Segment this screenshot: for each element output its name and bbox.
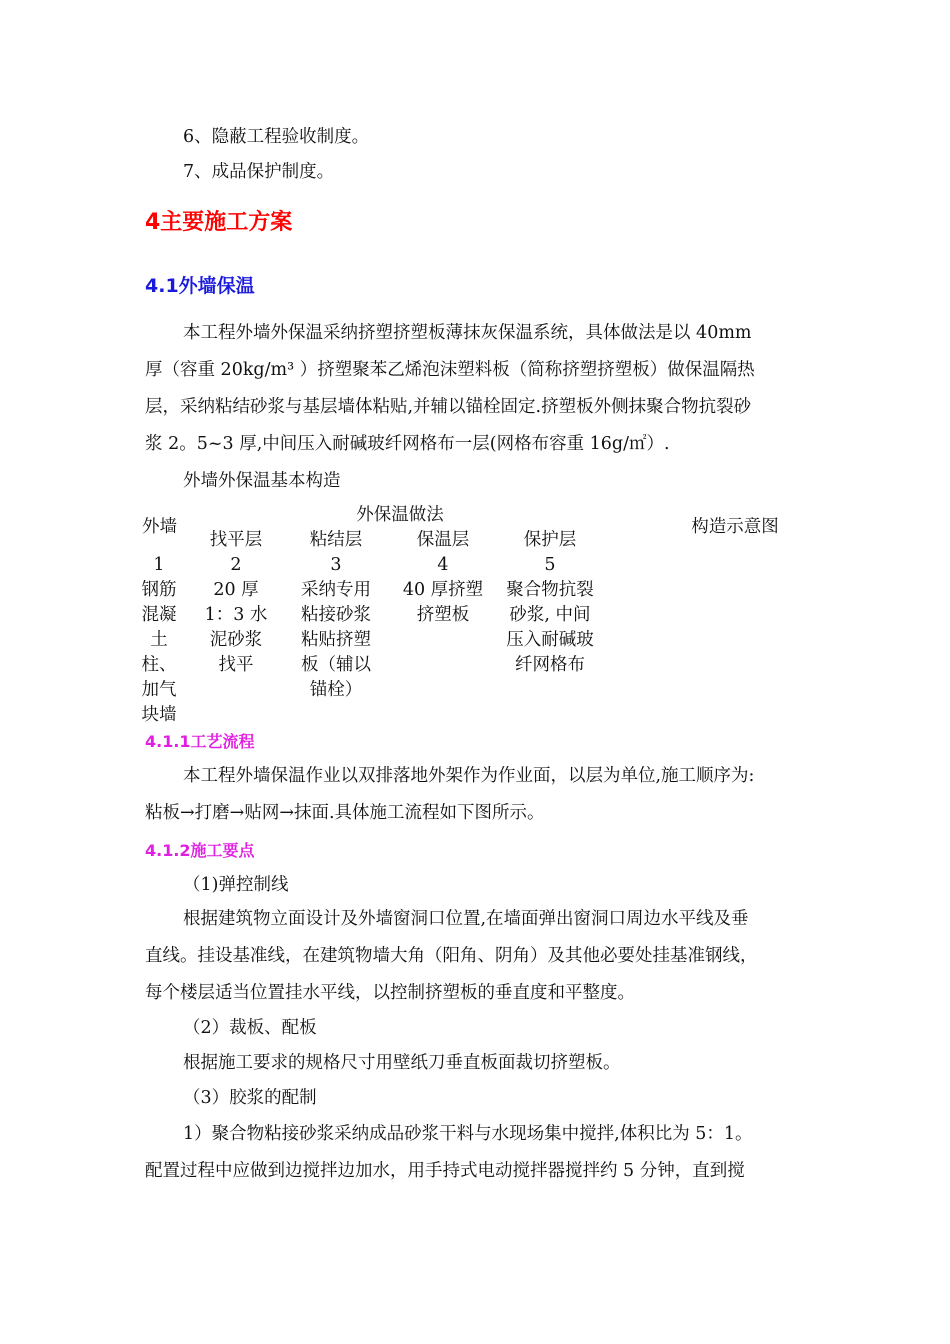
table-header-diagram: 构造示意图 — [691, 517, 779, 537]
list-item-7: 7、成品保护制度。 — [183, 162, 335, 182]
paragraph-line: 每个楼层适当位置挂水平线，以控制挤塑板的垂直度和平整度。 — [145, 983, 635, 1003]
section-heading-4-1: 4.1外墙保温 — [145, 275, 255, 297]
table-number: 3 — [330, 555, 342, 575]
table-header-wall: 外墙 — [142, 517, 177, 537]
table-cell-leveling: 20 厚 1：3 水 泥砂浆 找平 — [204, 580, 268, 675]
paragraph-line: 粘板→打磨→贴网→抹面.具体施工流程如下图所示。 — [145, 803, 545, 823]
table-header-bonding: 粘结层 — [309, 530, 363, 550]
table-group-header: 外保温做法 — [356, 505, 444, 525]
table-cell-wall: 钢筋 混凝 土 柱、 加气 块墙 — [141, 580, 177, 725]
table-cell-insulation: 40 厚挤塑 挤塑板 — [402, 580, 484, 625]
table-cell-protection: 聚合物抗裂 砂浆, 中间 压入耐碱玻 纤网格布 — [506, 580, 594, 675]
paragraph-line: 根据建筑物立面设计及外墙窗洞口位置,在墙面弹出窗洞口周边水平线及垂 — [183, 909, 749, 929]
section-heading-4: 4主要施工方案 — [145, 210, 293, 235]
paragraph-line: 根据施工要求的规格尺寸用壁纸刀垂直板面裁切挤塑板。 — [183, 1053, 621, 1073]
paragraph-line: 厚（容重 20kg/m³ ）挤塑聚苯乙烯泡沫塑料板（简称挤塑挤塑板）做保温隔热 — [145, 360, 755, 380]
table-number: 2 — [230, 555, 242, 575]
paragraph-line: 层，采纳粘结砂浆与基层墙体粘贴,并辅以锚栓固定.挤塑板外侧抹聚合物抗裂砂 — [145, 397, 752, 417]
subsection-title: （1)弹控制线 — [183, 875, 289, 895]
table-header-protection: 保护层 — [523, 530, 577, 550]
paragraph-line: 1）聚合物粘接砂浆采纳成品砂浆干料与水现场集中搅拌,体积比为 5：1。 — [183, 1124, 753, 1144]
table-cell-bonding: 采纳专用 粘接砂浆 粘贴挤塑 板（辅以 锚栓） — [301, 580, 371, 700]
table-header-insulation: 保温层 — [416, 530, 470, 550]
section-heading-4-1-2: 4.1.2施工要点 — [145, 841, 255, 860]
section-heading-4-1-1: 4.1.1工艺流程 — [145, 732, 255, 751]
paragraph-line: 浆 2。5~3 厚,中间压入耐碱玻纤网格布一层(网格布容重 16g/㎡）. — [145, 434, 670, 454]
paragraph-line: 本工程外墙保温作业以双排落地外架作为作业面，以层为单位,施工顺序为: — [183, 766, 755, 786]
subsection-title: （3）胶浆的配制 — [183, 1088, 317, 1108]
table-number: 1 — [153, 555, 165, 575]
paragraph-line: 配置过程中应做到边搅拌边加水，用手持式电动搅拌器搅拌约 5 分钟，直到搅 — [145, 1161, 745, 1181]
list-item-6: 6、隐蔽工程验收制度。 — [183, 127, 370, 147]
table-number: 4 — [437, 555, 449, 575]
paragraph-line: 直线。挂设基准线，在建筑物墙大角（阳角、阴角）及其他必要处挂基准钢线， — [145, 946, 758, 966]
subsection-title: （2）裁板、配板 — [183, 1018, 317, 1038]
paragraph-line: 本工程外墙外保温采纳挤塑挤塑板薄抹灰保温系统，具体做法是以 40mm — [183, 323, 752, 343]
table-caption: 外墙外保温基本构造 — [183, 471, 341, 491]
table-header-leveling: 找平层 — [209, 530, 263, 550]
table-number: 5 — [544, 555, 556, 575]
